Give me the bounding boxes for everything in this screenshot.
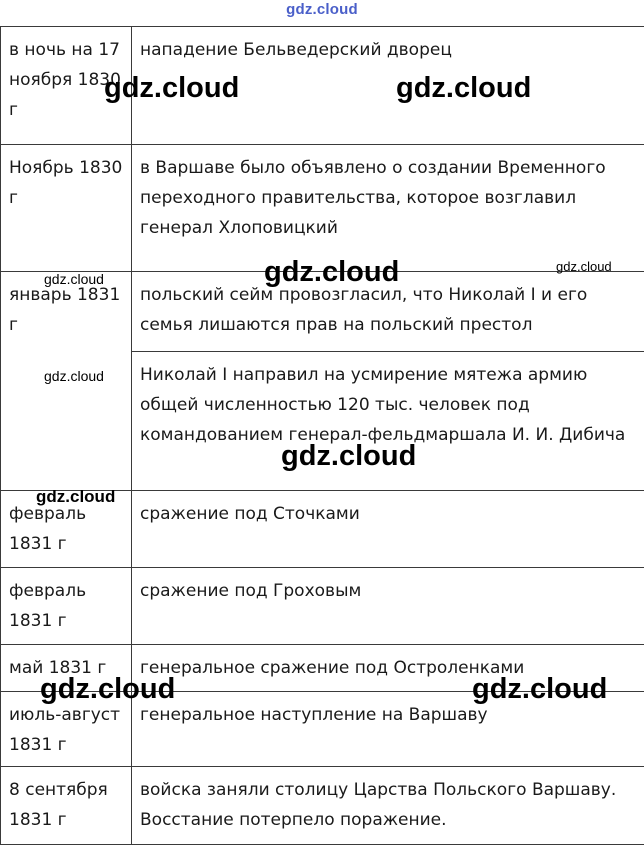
date-cell: май 1831 г	[1, 645, 132, 692]
watermark: gdz.cloud	[556, 259, 612, 274]
event-cell: генеральное наступление на Варшаву	[132, 692, 644, 767]
date-cell: январь 1831 г	[1, 272, 132, 491]
table-row	[1, 145, 644, 272]
watermark: gdz.cloud	[281, 440, 417, 472]
watermark: gdz.cloud	[36, 487, 116, 506]
table-row	[1, 272, 644, 352]
table-row	[1, 692, 644, 767]
event-cell: нападение Бельведерский дворец	[132, 27, 644, 145]
watermark: gdz.cloud	[396, 72, 532, 104]
watermark: gdz.cloud	[104, 72, 240, 104]
watermark: gdz.cloud	[44, 271, 104, 287]
watermark: gdz.cloud	[264, 256, 400, 288]
date-cell: в ночь на 17 ноября 1830 г	[1, 27, 132, 145]
table-row	[1, 767, 644, 845]
table-row	[1, 491, 644, 568]
table-row	[1, 568, 644, 645]
watermark: gdz.cloud	[472, 673, 608, 705]
event-cell: польский сейм провозгласил, что Николай I и его семья лишаются прав на польский престол	[132, 272, 644, 352]
date-cell: февраль 1831 г	[1, 491, 132, 568]
event-cell: войска заняли столицу Царства Польского Варшаву. Восстание потерпело поражение.	[132, 767, 644, 845]
date-cell: июль-август 1831 г	[1, 692, 132, 767]
event-cell: Николай I направил на усмирение мятежа армию общей численностью 120 тыс. человек под командованием генерал-фельдмаршала И. И. Дибича	[132, 352, 644, 491]
event-cell: сражение под Гроховым	[132, 568, 644, 645]
table-row	[1, 27, 644, 145]
table-row	[1, 645, 644, 692]
event-cell: сражение под Сточками	[132, 491, 644, 568]
watermark: gdz.cloud	[44, 368, 104, 384]
watermark: gdz.cloud	[40, 673, 176, 705]
event-cell: в Варшаве было объявлено о создании Временного переходного правительства, которое возглавил генерал Хлоповицкий	[132, 145, 644, 272]
top-site-watermark: gdz.cloud	[286, 1, 358, 18]
history-events-table	[0, 26, 644, 845]
date-cell: 8 сентября 1831 г	[1, 767, 132, 845]
date-cell: Ноябрь 1830 г	[1, 145, 132, 272]
date-cell: февраль 1831 г	[1, 568, 132, 645]
event-cell: генеральное сражение под Остроленками	[132, 645, 644, 692]
